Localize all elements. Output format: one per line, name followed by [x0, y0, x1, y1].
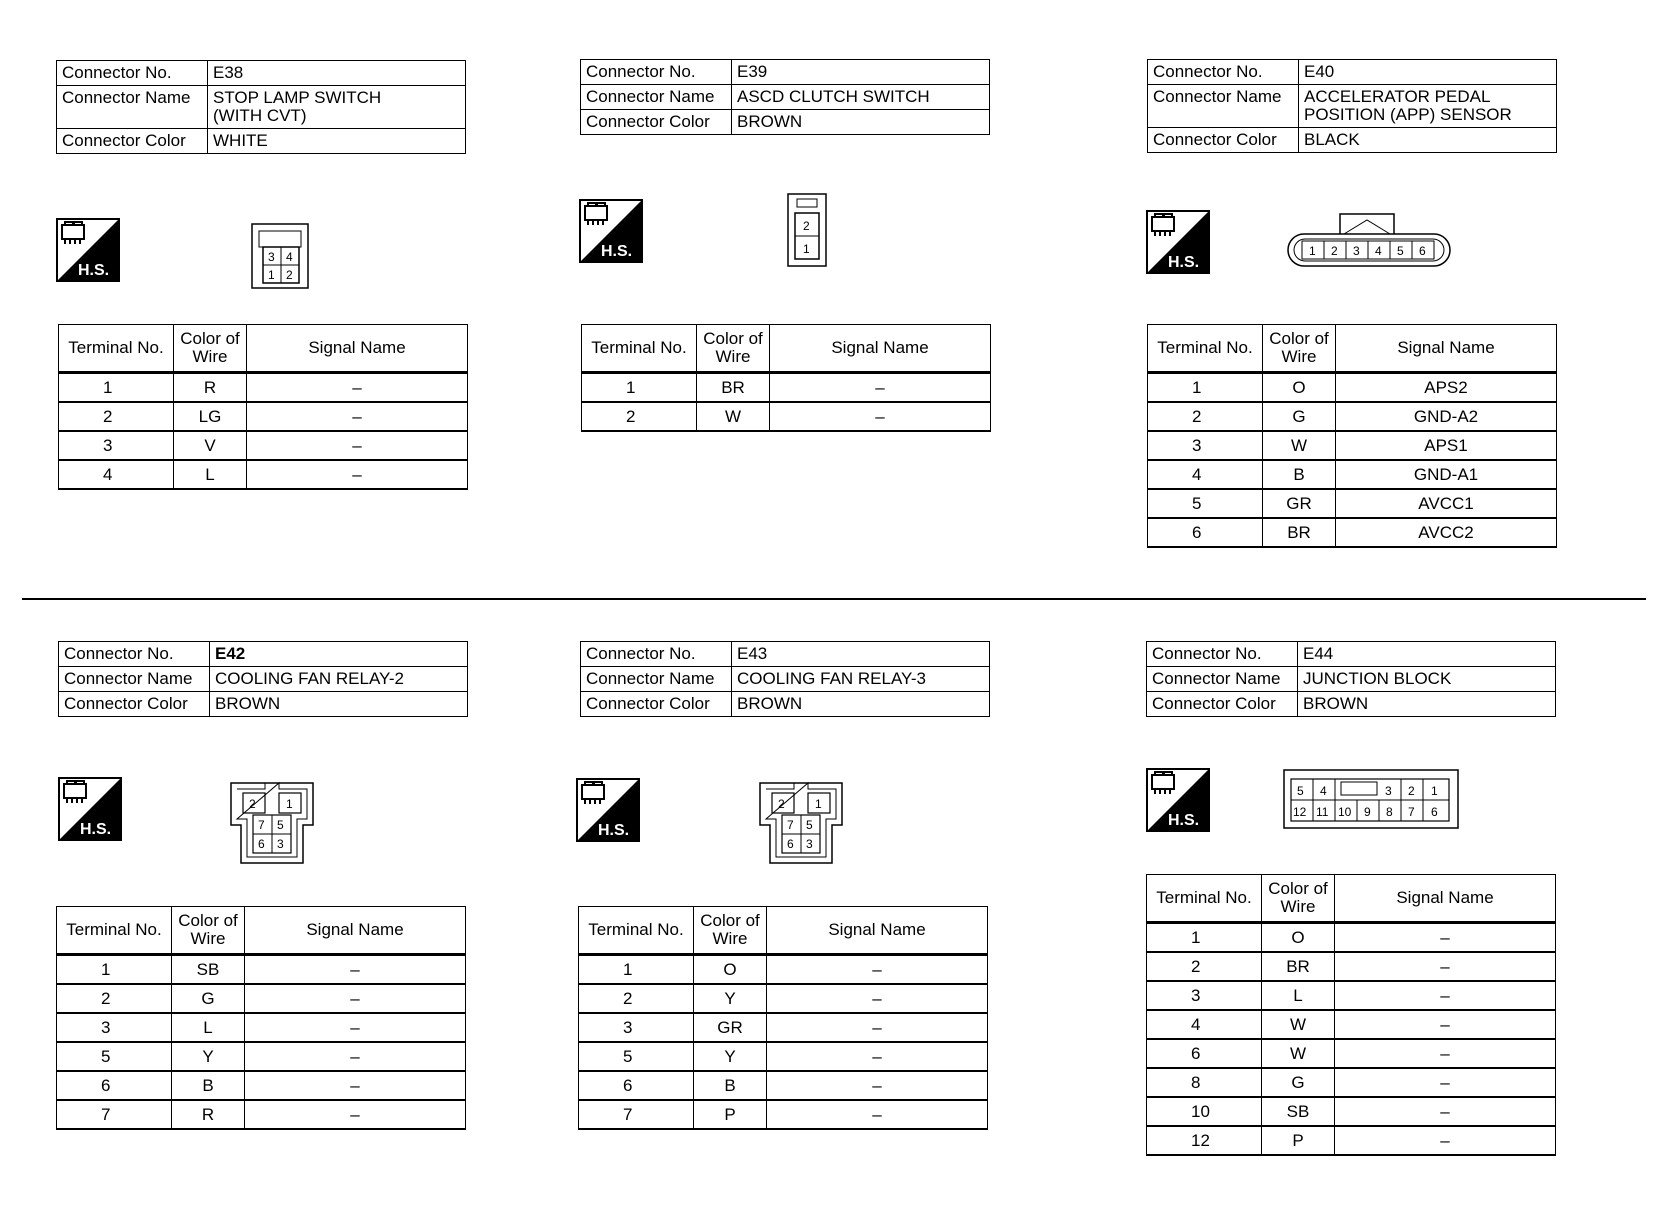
- signal-name-cell: –: [767, 1071, 988, 1100]
- terminal-no-cell: 2: [1148, 402, 1263, 431]
- terminal-no-cell: 7: [57, 1100, 172, 1129]
- color-of-wire-header: Color of Wire: [1263, 325, 1336, 373]
- wire-color-cell: BR: [697, 373, 770, 403]
- connector-no-label: Connector No.: [581, 60, 732, 85]
- pin-label: 6: [258, 837, 265, 851]
- signal-name-header: Signal Name: [1335, 875, 1556, 923]
- terminal-no-cell: 1: [1148, 373, 1263, 403]
- signal-name-header: Signal Name: [245, 907, 466, 955]
- terminal-rows: [57, 955, 466, 1130]
- harness-side-icon: [1146, 210, 1210, 274]
- signal-name-cell: –: [245, 984, 466, 1013]
- connector-block-e40: [1147, 59, 1557, 153]
- pin-label: 10: [1338, 805, 1352, 819]
- terminal-no-cell: 6: [579, 1071, 694, 1100]
- pin-label: 4: [1320, 784, 1327, 798]
- terminal-no-cell: 4: [1147, 1010, 1262, 1039]
- connector-color-value: BROWN: [732, 692, 990, 717]
- signal-name-header: Signal Name: [767, 907, 988, 955]
- table-row: [579, 1013, 988, 1042]
- table-row: [57, 1013, 466, 1042]
- hs-label: H.S.: [80, 821, 112, 838]
- connector-color-value: BROWN: [1298, 692, 1556, 717]
- pin-label: 3: [277, 837, 284, 851]
- wire-color-cell: W: [1262, 1010, 1335, 1039]
- connector-name-value: JUNCTION BLOCK: [1298, 667, 1556, 692]
- terminal-no-header: Terminal No.: [59, 325, 174, 373]
- connector-face-e44: [1283, 769, 1459, 831]
- pin-label: 1: [268, 268, 275, 282]
- pin-label: 1: [1309, 244, 1316, 258]
- signal-name-cell: AVCC1: [1336, 489, 1557, 518]
- pin-label: 2: [803, 219, 810, 233]
- wire-color-cell: Y: [172, 1042, 245, 1071]
- connector-no-label: Connector No.: [581, 642, 732, 667]
- signal-name-cell: –: [767, 1013, 988, 1042]
- section-divider: [22, 598, 1646, 600]
- connector-face-e42: [229, 781, 315, 865]
- terminal-no-cell: 8: [1147, 1068, 1262, 1097]
- terminal-no-cell: 1: [1147, 923, 1262, 953]
- pin-label: 7: [1408, 805, 1415, 819]
- terminal-block-e42: [56, 906, 466, 1130]
- wire-color-cell: SB: [1262, 1097, 1335, 1126]
- harness-side-icon: [576, 778, 640, 842]
- pin-label: 3: [268, 250, 275, 264]
- harness-side-icon: [56, 218, 120, 282]
- signal-name-cell: –: [245, 1071, 466, 1100]
- terminal-table: [1146, 874, 1556, 1156]
- wire-color-cell: BR: [1263, 518, 1336, 547]
- signal-name-cell: GND-A1: [1336, 460, 1557, 489]
- harness-side-icon: [579, 199, 643, 263]
- terminal-no-cell: 2: [59, 402, 174, 431]
- wire-color-cell: B: [1263, 460, 1336, 489]
- connector-no-value: E42: [210, 642, 468, 667]
- connector-block-e44: [1146, 641, 1556, 717]
- terminal-table: [1147, 324, 1557, 548]
- signal-name-cell: –: [770, 402, 991, 431]
- wire-color-cell: O: [1262, 923, 1335, 953]
- terminal-no-cell: 2: [57, 984, 172, 1013]
- signal-name-cell: –: [1335, 1039, 1556, 1068]
- terminal-no-cell: 10: [1147, 1097, 1262, 1126]
- pin-label: 5: [806, 818, 813, 832]
- pin-label: 2: [249, 797, 256, 811]
- pin-label: 6: [787, 837, 794, 851]
- signal-name-cell: –: [245, 1042, 466, 1071]
- wire-color-cell: Y: [694, 984, 767, 1013]
- pin-label: 8: [1386, 805, 1393, 819]
- terminal-no-cell: 6: [1147, 1039, 1262, 1068]
- connector-name-label: Connector Name: [581, 667, 732, 692]
- pin-label: 6: [1419, 244, 1426, 258]
- wire-color-cell: Y: [694, 1042, 767, 1071]
- signal-name-header: Signal Name: [1336, 325, 1557, 373]
- terminal-no-cell: 6: [1148, 518, 1263, 547]
- terminal-no-header: Terminal No.: [1147, 875, 1262, 923]
- terminal-rows: [582, 373, 991, 432]
- terminal-no-cell: 7: [579, 1100, 694, 1129]
- signal-name-cell: APS1: [1336, 431, 1557, 460]
- connector-name-value: ACCELERATOR PEDAL POSITION (APP) SENSOR: [1299, 85, 1557, 128]
- pin-label: 2: [778, 797, 785, 811]
- wire-color-cell: L: [172, 1013, 245, 1042]
- pin-label: 1: [803, 242, 810, 256]
- pin-label: 11: [1316, 805, 1329, 819]
- terminal-no-cell: 3: [1147, 981, 1262, 1010]
- harness-side-icon: [1146, 768, 1210, 832]
- pin-label: 3: [1385, 784, 1392, 798]
- terminal-block-e39: [581, 324, 991, 432]
- signal-name-cell: APS2: [1336, 373, 1557, 403]
- connector-info-table: [56, 60, 466, 154]
- signal-name-cell: –: [247, 373, 468, 403]
- color-of-wire-header: Color of Wire: [697, 325, 770, 373]
- signal-name-cell: –: [1335, 1126, 1556, 1155]
- connector-name-value: STOP LAMP SWITCH (WITH CVT): [208, 86, 466, 129]
- table-row: [1147, 1068, 1556, 1097]
- table-row: [57, 1071, 466, 1100]
- table-row: [1147, 1010, 1556, 1039]
- terminal-no-cell: 3: [579, 1013, 694, 1042]
- connector-name-label: Connector Name: [581, 85, 732, 110]
- terminal-block-e40: [1147, 324, 1557, 548]
- terminal-rows: [1148, 373, 1557, 548]
- color-of-wire-header: Color of Wire: [174, 325, 247, 373]
- terminal-block-e43: [578, 906, 988, 1130]
- wire-color-cell: GR: [694, 1013, 767, 1042]
- terminal-table: [581, 324, 991, 432]
- pin-label: 12: [1293, 805, 1307, 819]
- connector-name-value: COOLING FAN RELAY-2: [210, 667, 468, 692]
- table-row: [59, 373, 468, 403]
- terminal-no-cell: 4: [59, 460, 174, 489]
- table-row: [59, 431, 468, 460]
- connector-name-label: Connector Name: [1147, 667, 1298, 692]
- signal-name-cell: GND-A2: [1336, 402, 1557, 431]
- table-row: [579, 1100, 988, 1129]
- terminal-table: [56, 906, 466, 1130]
- table-row: [1148, 373, 1557, 403]
- terminal-no-cell: 1: [57, 955, 172, 985]
- wire-color-cell: B: [172, 1071, 245, 1100]
- wire-color-cell: W: [1263, 431, 1336, 460]
- pin-label: 5: [1397, 244, 1404, 258]
- terminal-block-e44: [1146, 874, 1556, 1156]
- terminal-no-cell: 3: [1148, 431, 1263, 460]
- table-row: [57, 1042, 466, 1071]
- pin-label: 3: [806, 837, 813, 851]
- connector-color-label: Connector Color: [59, 692, 210, 717]
- table-row: [1147, 923, 1556, 953]
- signal-name-cell: –: [1335, 1097, 1556, 1126]
- terminal-no-header: Terminal No.: [1148, 325, 1263, 373]
- connector-color-value: WHITE: [208, 129, 466, 154]
- terminal-no-cell: 2: [1147, 952, 1262, 981]
- pin-label: 4: [286, 250, 293, 264]
- connector-color-label: Connector Color: [581, 692, 732, 717]
- pin-label: 9: [1364, 805, 1371, 819]
- signal-name-header: Signal Name: [770, 325, 991, 373]
- connector-block-e42: [58, 641, 468, 717]
- signal-name-cell: –: [1335, 981, 1556, 1010]
- wire-color-cell: BR: [1262, 952, 1335, 981]
- connector-color-value: BROWN: [210, 692, 468, 717]
- pin-label: 5: [277, 818, 284, 832]
- connector-name-label: Connector Name: [59, 667, 210, 692]
- pin-label: 1: [815, 797, 822, 811]
- table-row: [1148, 402, 1557, 431]
- connector-no-value: E44: [1298, 642, 1556, 667]
- wire-color-cell: W: [1262, 1039, 1335, 1068]
- connector-block-e39: [580, 59, 990, 135]
- connector-face-e43: [758, 781, 844, 865]
- connector-no-label: Connector No.: [57, 61, 208, 86]
- table-row: [1148, 489, 1557, 518]
- hs-label: H.S.: [78, 262, 110, 279]
- connector-block-e43: [580, 641, 990, 717]
- signal-name-cell: AVCC2: [1336, 518, 1557, 547]
- hs-label: H.S.: [598, 822, 630, 839]
- connector-no-value: E43: [732, 642, 990, 667]
- connector-color-value: BROWN: [732, 110, 990, 135]
- table-row: [1148, 431, 1557, 460]
- signal-name-cell: –: [247, 431, 468, 460]
- wire-color-cell: R: [172, 1100, 245, 1129]
- table-row: [579, 984, 988, 1013]
- hs-label: H.S.: [601, 243, 633, 260]
- table-row: [1147, 1039, 1556, 1068]
- table-row: [1147, 1097, 1556, 1126]
- terminal-no-header: Terminal No.: [579, 907, 694, 955]
- wire-color-cell: G: [1262, 1068, 1335, 1097]
- pin-label: 7: [258, 818, 265, 832]
- table-row: [579, 1042, 988, 1071]
- connector-color-value: BLACK: [1299, 128, 1557, 153]
- wire-color-cell: B: [694, 1071, 767, 1100]
- connector-name-label: Connector Name: [1148, 85, 1299, 128]
- signal-name-cell: –: [245, 1100, 466, 1129]
- pin-label: 3: [1353, 244, 1360, 258]
- pin-label: 2: [286, 268, 293, 282]
- terminal-no-cell: 3: [57, 1013, 172, 1042]
- connector-no-label: Connector No.: [59, 642, 210, 667]
- terminal-no-cell: 3: [59, 431, 174, 460]
- connector-no-value: E38: [208, 61, 466, 86]
- signal-name-cell: –: [767, 1042, 988, 1071]
- connector-info-table: [1146, 641, 1556, 717]
- connector-face-e38: [251, 223, 309, 289]
- wire-color-cell: L: [1262, 981, 1335, 1010]
- signal-name-cell: –: [770, 373, 991, 403]
- wire-color-cell: GR: [1263, 489, 1336, 518]
- terminal-no-cell: 2: [582, 402, 697, 431]
- pin-label: 1: [1431, 784, 1438, 798]
- connector-color-label: Connector Color: [1148, 128, 1299, 153]
- wire-color-cell: P: [694, 1100, 767, 1129]
- connector-color-label: Connector Color: [1147, 692, 1298, 717]
- wire-color-cell: G: [172, 984, 245, 1013]
- table-row: [582, 402, 991, 431]
- terminal-no-header: Terminal No.: [57, 907, 172, 955]
- signal-name-cell: –: [247, 402, 468, 431]
- terminal-no-cell: 5: [1148, 489, 1263, 518]
- terminal-no-cell: 1: [579, 955, 694, 985]
- connector-block-e38: [56, 60, 466, 154]
- connector-no-value: E39: [732, 60, 990, 85]
- harness-side-icon: [58, 777, 122, 841]
- table-row: [1147, 952, 1556, 981]
- wire-color-cell: O: [1263, 373, 1336, 403]
- terminal-rows: [59, 373, 468, 490]
- signal-name-cell: –: [1335, 1068, 1556, 1097]
- table-row: [57, 1100, 466, 1129]
- signal-name-cell: –: [245, 955, 466, 985]
- signal-name-cell: –: [1335, 952, 1556, 981]
- color-of-wire-header: Color of Wire: [172, 907, 245, 955]
- signal-name-cell: –: [1335, 923, 1556, 953]
- connector-no-value: E40: [1299, 60, 1557, 85]
- table-row: [582, 373, 991, 403]
- wire-color-cell: SB: [172, 955, 245, 985]
- terminal-no-cell: 4: [1148, 460, 1263, 489]
- terminal-no-cell: 6: [57, 1071, 172, 1100]
- color-of-wire-header: Color of Wire: [694, 907, 767, 955]
- wire-color-cell: W: [697, 402, 770, 431]
- signal-name-cell: –: [767, 1100, 988, 1129]
- connector-face-e39: [787, 193, 827, 267]
- connector-info-table: [58, 641, 468, 717]
- pin-label: 4: [1375, 244, 1382, 258]
- wire-color-cell: R: [174, 373, 247, 403]
- connector-info-table: [1147, 59, 1557, 153]
- terminal-no-cell: 5: [57, 1042, 172, 1071]
- table-row: [59, 402, 468, 431]
- terminal-no-header: Terminal No.: [582, 325, 697, 373]
- table-row: [1147, 1126, 1556, 1155]
- terminal-table: [58, 324, 468, 490]
- pin-label: 2: [1408, 784, 1415, 798]
- signal-name-cell: –: [247, 460, 468, 489]
- pin-label: 7: [787, 818, 794, 832]
- terminal-table: [578, 906, 988, 1130]
- terminal-no-cell: 12: [1147, 1126, 1262, 1155]
- pin-label: 6: [1431, 805, 1438, 819]
- terminal-no-cell: 1: [582, 373, 697, 403]
- connector-name-label: Connector Name: [57, 86, 208, 129]
- signal-name-header: Signal Name: [247, 325, 468, 373]
- signal-name-cell: –: [245, 1013, 466, 1042]
- connector-color-label: Connector Color: [57, 129, 208, 154]
- connector-color-label: Connector Color: [581, 110, 732, 135]
- table-row: [1148, 518, 1557, 547]
- connector-no-label: Connector No.: [1148, 60, 1299, 85]
- table-row: [579, 955, 988, 985]
- wire-color-cell: L: [174, 460, 247, 489]
- connector-info-table: [580, 59, 990, 135]
- terminal-no-cell: 5: [579, 1042, 694, 1071]
- table-row: [57, 955, 466, 985]
- pin-label: 2: [1331, 244, 1338, 258]
- wire-color-cell: O: [694, 955, 767, 985]
- terminal-no-cell: 2: [579, 984, 694, 1013]
- signal-name-cell: –: [767, 984, 988, 1013]
- hs-label: H.S.: [1168, 812, 1200, 829]
- table-row: [579, 1071, 988, 1100]
- connector-name-value: COOLING FAN RELAY-3: [732, 667, 990, 692]
- connector-no-label: Connector No.: [1147, 642, 1298, 667]
- connector-name-value: ASCD CLUTCH SWITCH: [732, 85, 990, 110]
- signal-name-cell: –: [767, 955, 988, 985]
- terminal-no-cell: 1: [59, 373, 174, 403]
- pin-label: 5: [1297, 784, 1304, 798]
- table-row: [1148, 460, 1557, 489]
- wire-color-cell: LG: [174, 402, 247, 431]
- table-row: [57, 984, 466, 1013]
- terminal-block-e38: [58, 324, 468, 490]
- color-of-wire-header: Color of Wire: [1262, 875, 1335, 923]
- wire-color-cell: G: [1263, 402, 1336, 431]
- connector-info-table: [580, 641, 990, 717]
- terminal-rows: [579, 955, 988, 1130]
- hs-label: H.S.: [1168, 254, 1200, 271]
- terminal-rows: [1147, 923, 1556, 1156]
- table-row: [59, 460, 468, 489]
- wire-color-cell: V: [174, 431, 247, 460]
- pin-label: 1: [286, 797, 293, 811]
- wire-color-cell: P: [1262, 1126, 1335, 1155]
- table-row: [1147, 981, 1556, 1010]
- connector-face-e40: [1286, 212, 1452, 274]
- signal-name-cell: –: [1335, 1010, 1556, 1039]
